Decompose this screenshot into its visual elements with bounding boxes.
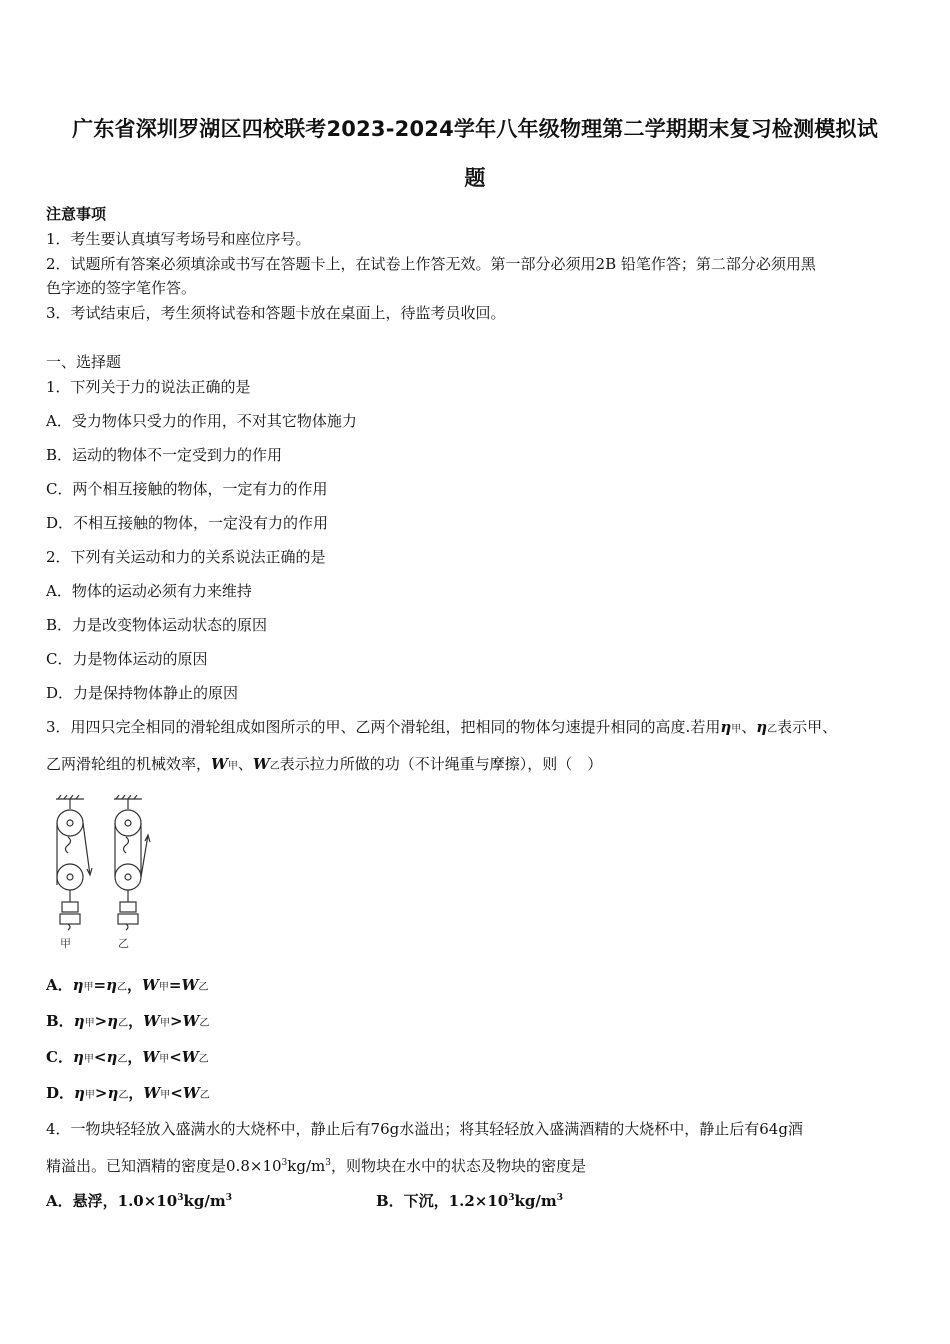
q2-option-a: A．物体的运动必须有力来维持 [46, 582, 252, 600]
q1-option-a: A．受力物体只受力的作用，不对其它物体施力 [46, 412, 357, 430]
q2-option-d: D．力是保持物体静止的原因 [46, 684, 239, 702]
fixed-pulley-yi [115, 810, 141, 836]
question-3-stem-line2: 乙两滑轮组的机械效率，W甲、W乙表示拉力所做的功（不计绳重与摩擦），则（ ） [46, 755, 603, 773]
q2-option-c: C．力是物体运动的原因 [46, 650, 208, 668]
question-3-stem-line1: 3．用四只完全相同的滑轮组成如图所示的甲、乙两个滑轮组，把相同的物体匀速提升相同的高度.若用η甲、η乙表示甲、 [46, 718, 838, 736]
notice-item: 色字迹的签字笔作答。 [46, 279, 197, 297]
figure-label-yi: 乙 [118, 937, 129, 950]
figure-label-jia: 甲 [60, 937, 71, 950]
q3-option-c: C．η甲<η乙，W甲<W乙 [46, 1048, 209, 1066]
notice-item: 3．考试结束后，考生须将试卷和答题卡放在桌面上，待监考员收回。 [46, 304, 506, 322]
question-4-stem-line1: 4．一物块轻轻放入盛满水的大烧杯中，静止后有76g水溢出；将其轻轻放入盛满酒精的大烧杯中，静止后有64g酒 [46, 1120, 803, 1138]
movable-pulley-jia [57, 864, 83, 890]
notice-item: 1．考生要认真填写考场号和座位序号。 [46, 230, 311, 248]
section-heading: 一、选择题 [46, 353, 122, 371]
movable-pulley-yi [115, 864, 141, 890]
weight-yi [120, 902, 136, 912]
q1-option-b: B．运动的物体不一定受到力的作用 [46, 446, 283, 464]
q1-option-d: D．不相互接触的物体，一定没有力的作用 [46, 514, 329, 532]
notice-heading: 注意事项 [46, 205, 107, 223]
fixed-pulley-jia [57, 810, 83, 836]
notice-item: 2．试题所有答案必须填涂或书写在答题卡上，在试卷上作答无效。第一部分必须用2B 铅笔作答；第二部分必须用黑 [46, 255, 816, 273]
exam-title-line1: 广东省深圳罗湖区四校联考2023-2024学年八年级物理第二学期期末复习检测模拟试 [72, 117, 878, 141]
q1-option-c: C．两个相互接触的物体，一定有力的作用 [46, 480, 328, 498]
exam-title-line2: 题 [464, 166, 486, 190]
question-2-stem: 2．下列有关运动和力的关系说法正确的是 [46, 548, 326, 566]
q4-option-b: B．下沉，$1.2\times 10^3kg/m^3$ [376, 1192, 563, 1210]
q3-option-d: D．η甲>η乙，W甲<W乙 [46, 1084, 210, 1102]
pulley-system-figure [48, 795, 158, 955]
q3-option-a: A．η甲=η乙，W甲=W乙 [46, 976, 209, 994]
q2-option-b: B．力是改变物体运动状态的原因 [46, 616, 268, 634]
q3-option-b: B．η甲>η乙，W甲>W乙 [46, 1012, 210, 1030]
weight-jia [62, 902, 78, 912]
question-4-stem-line2: 精溢出。已知酒精的密度是$0.8\times 10^3kg/m^3$，则物块在水中的状态及物块的密度是 [46, 1157, 586, 1175]
q4-option-a: A．悬浮，$1.0\times 10^3kg/m^3$ [46, 1192, 232, 1210]
question-1-stem: 1．下列关于力的说法正确的是 [46, 378, 251, 396]
